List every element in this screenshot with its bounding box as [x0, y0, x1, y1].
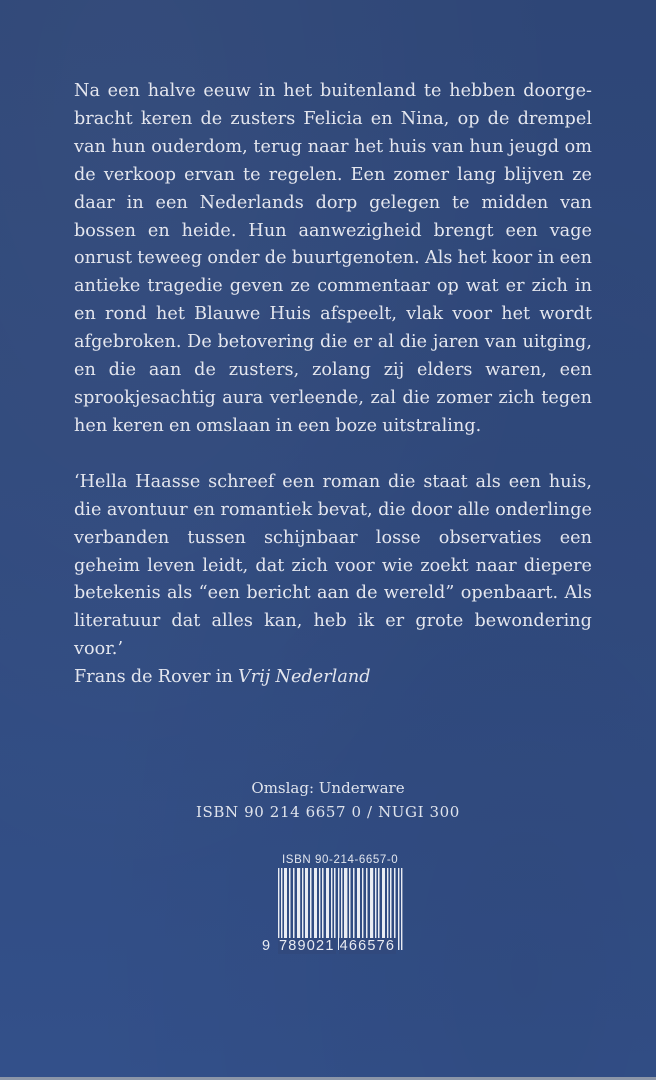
barcode-isbn-label: ISBN 90-214-6657-0	[282, 854, 399, 866]
ean-right-group: 466576	[339, 938, 396, 954]
synopsis-paragraph: Na een halve eeuw in het buitenland te hebben doorgebracht keren de zusters Felicia en Nina, op de drempel van hun ouderdom, terug naar het huis van hun jeugd om de verkoop ervan te regelen. Een zomer lang blijven ze daar in een Nederlands dorp gelegen te midden van bossen en heide. Hun aanwezigheid brengt een vage onrust teweeg onder de buurtgenoten. Als het koor in een antieke tragedie geven ze commentaar op wat er zich in en rond het Blauwe Huis afspeelt, vlak voor het wordt afgebroken. De betovering die er al die jaren van uitging, en die aan de zusters, zolang zij elders waren, een sprookjesachtig aura verleende, zal die zomer zich tegen hen keren en omslaan in een boze uitstraling.	[74, 81, 592, 436]
ean-barcode	[262, 868, 410, 960]
attribution-name: Frans de Rover in	[74, 667, 238, 688]
ean-lead-digit: 9	[262, 938, 272, 954]
isbn-nugi-line: ISBN 90 214 6657 0 / NUGI 300	[196, 803, 460, 821]
blurb-text	[74, 78, 592, 692]
review-quote: ‘Hella Haasse schreef een roman die staat als een huis, die avontuur en romantiek bevat, die door alle onderlinge verbanden tussen schijnbaar losse observaties een geheim leven leidt, dat zich voor wie zoekt naar diepere betekenis als “een bericht aan de wereld” openbaart. Als literatuur dat alles kan, heb ik er grote bewondering voor.’	[74, 471, 592, 660]
barcode-block	[262, 852, 410, 960]
publication-credits	[0, 776, 656, 824]
ean-digits	[262, 938, 410, 954]
ean-left-group: 789021	[279, 938, 335, 954]
review-quote-paragraph	[74, 469, 592, 692]
attribution-publication: Vrij Nederland	[237, 667, 371, 688]
cover-design-credit: Omslag: Underware	[251, 779, 405, 797]
quote-attribution	[74, 664, 592, 692]
